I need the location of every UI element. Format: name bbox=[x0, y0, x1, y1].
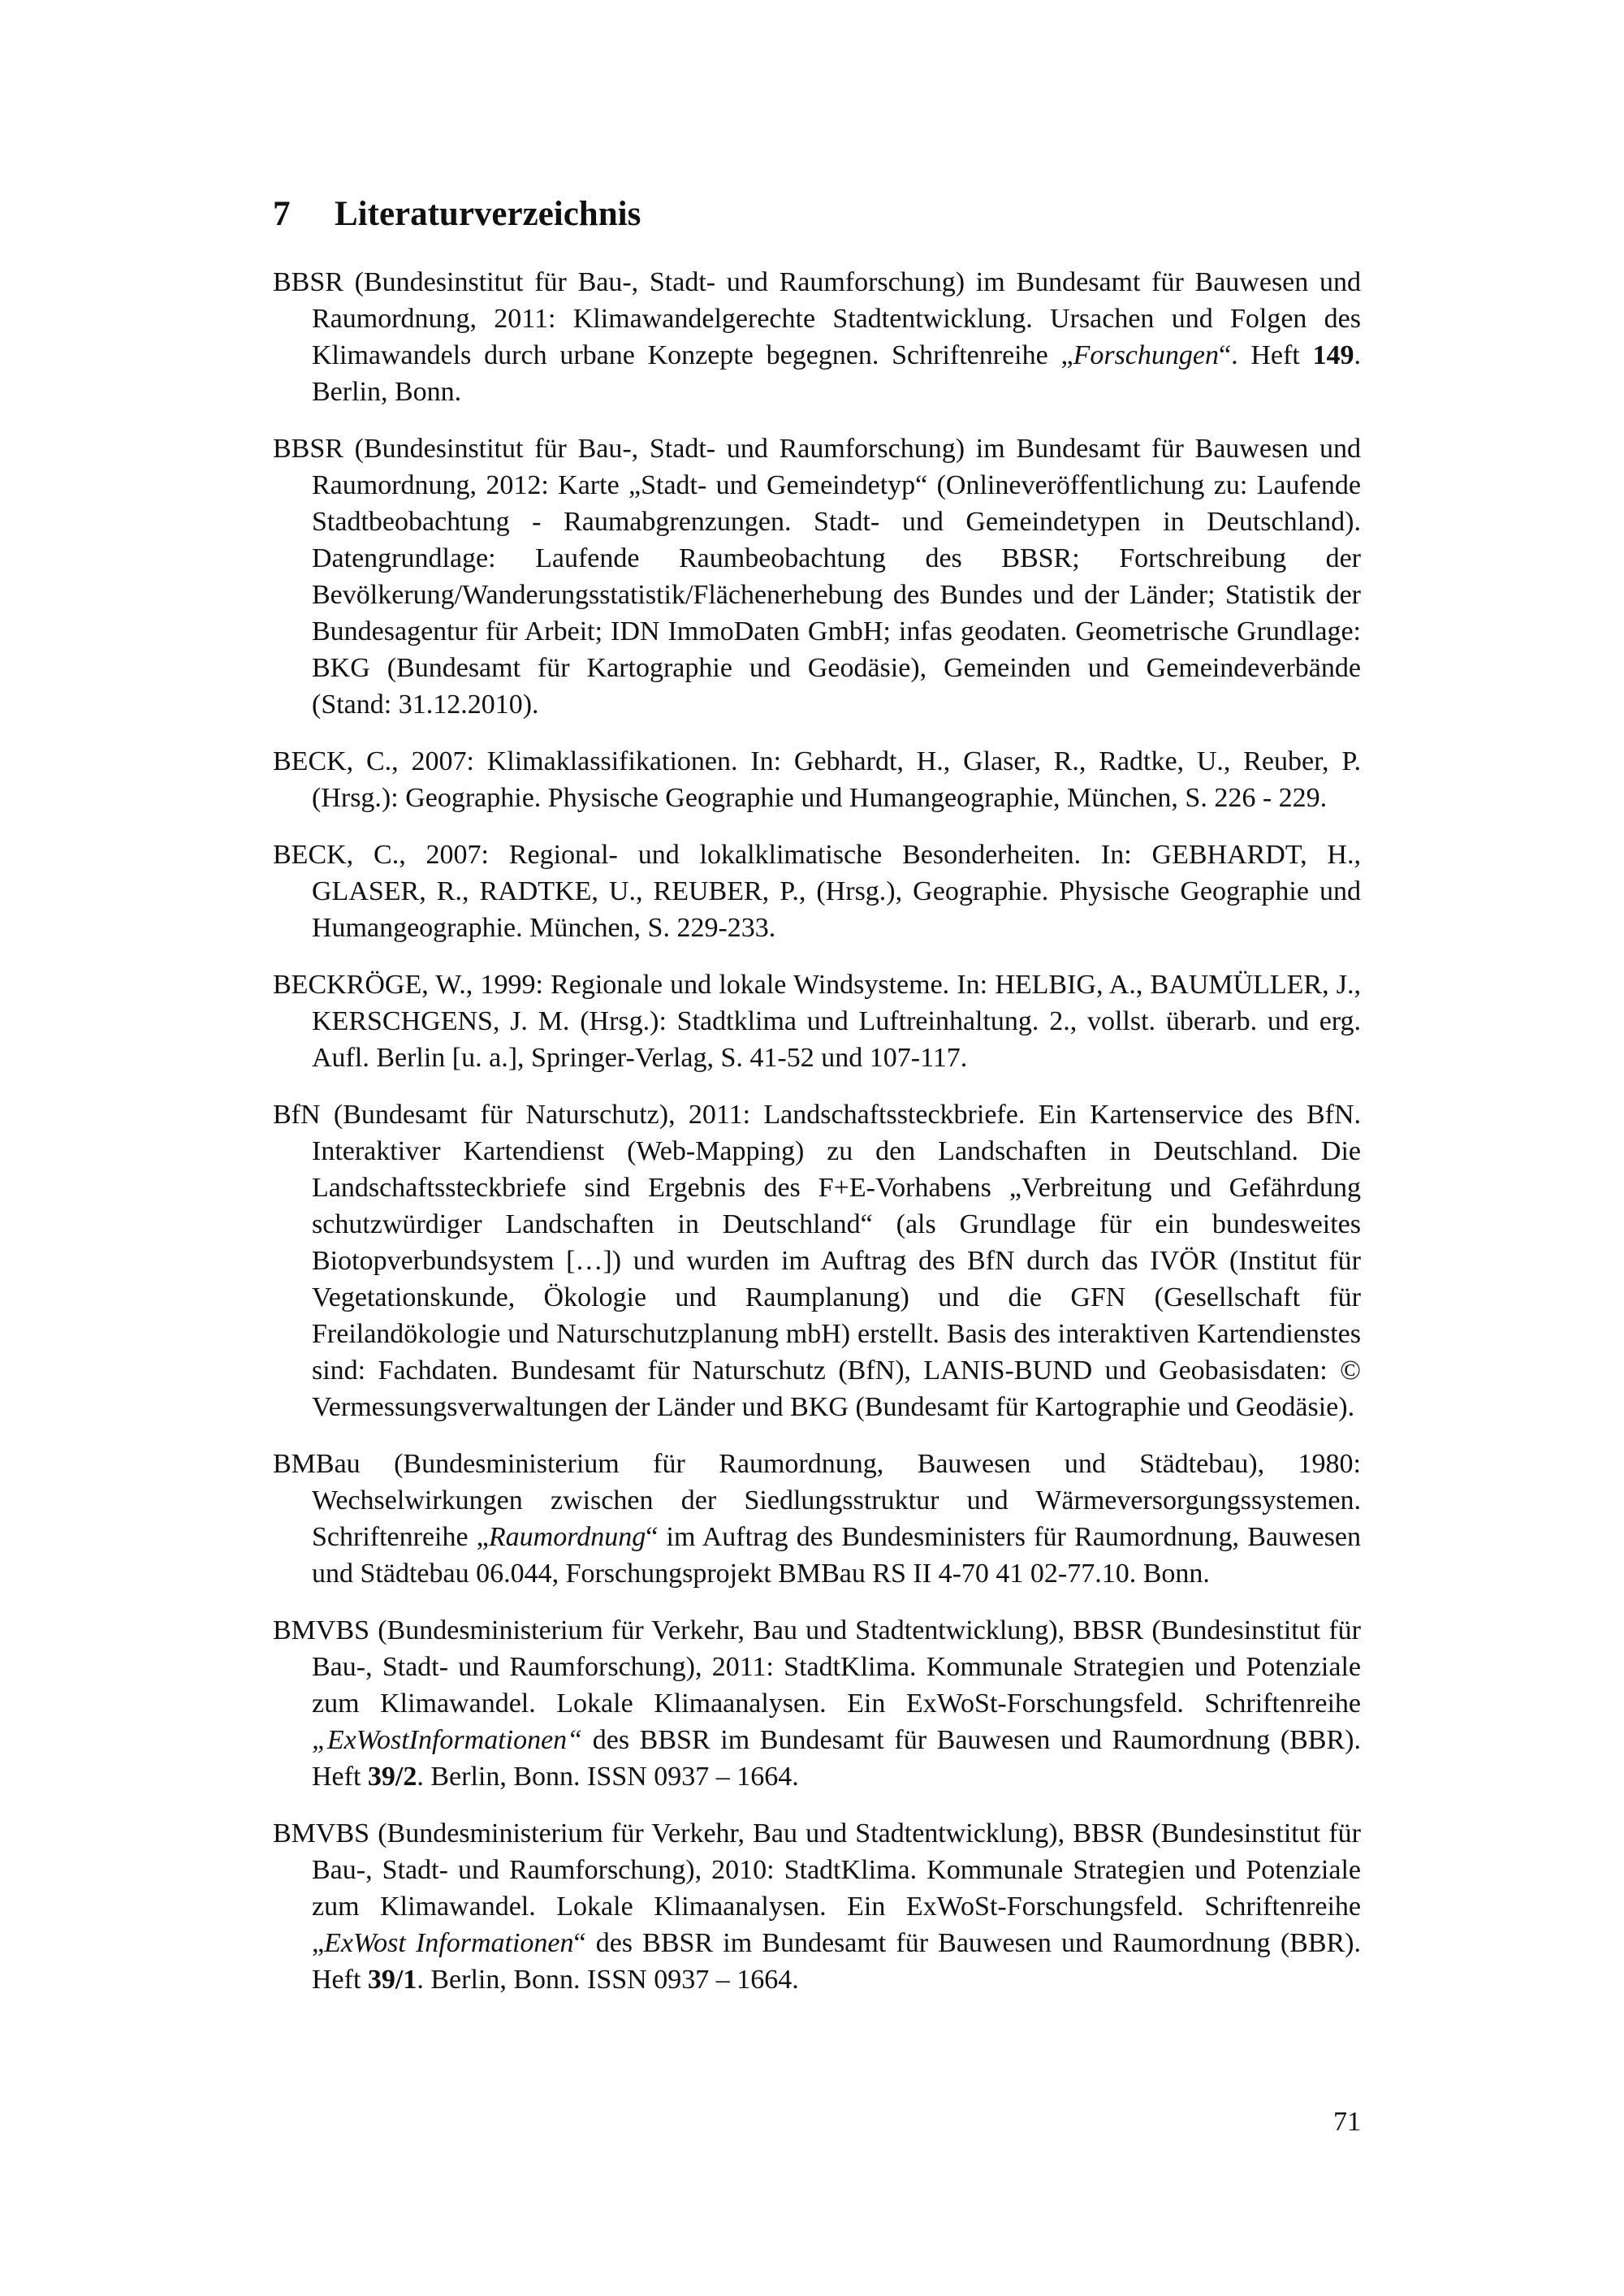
reference-text: BECK, C., 2007: Regional- und lokalklimatische Besonderheiten. In: GEBHARDT, H., GLASER, R., RADTKE, U., REUBER, P., (Hrsg.), Geographie. Physische Geographie und Humangeographie. München, S. 229-233. bbox=[273, 840, 1361, 943]
reference-text: “ des BBSR im Bundesamt für Bauwesen und Raumordnung (BBR). Heft bbox=[312, 1928, 1361, 1995]
series-title: Raumordnung bbox=[488, 1522, 646, 1552]
reference-entry bbox=[273, 264, 1361, 410]
page-number: 71 bbox=[1333, 2107, 1361, 2137]
reference-list bbox=[273, 264, 1361, 2018]
series-title: ExWost Informationen bbox=[324, 1928, 574, 1958]
reference-entry bbox=[273, 966, 1361, 1076]
reference-text: BMVBS (Bundesministerium für Verkehr, Bau und Stadtentwicklung), BBSR (Bundesinstitut für Bau-, Stadt- und Raumforschung), 2011: StadtKlima. Kommunale Strategien und Potenziale zum Klimawandel. Lokale Klimaanalysen. Ein ExWoSt-Forschungsfeld. Schriftenreihe bbox=[273, 1615, 1361, 1719]
series-title: Forschungen bbox=[1073, 340, 1219, 370]
reference-text: “. Heft bbox=[1218, 340, 1313, 370]
reference-entry bbox=[273, 837, 1361, 946]
reference-text: . Berlin, Bonn. bbox=[312, 340, 1361, 407]
reference-text: “ im Auftrag des Bundesministers für Raumordnung, Bauwesen und Städtebau 06.044, Forschungsprojekt BMBau RS II 4-70 41 02-77.10. Bonn. bbox=[312, 1522, 1362, 1589]
section-number: 7 bbox=[273, 195, 291, 233]
reference-entry bbox=[273, 1096, 1361, 1425]
reference-text: . Berlin, Bonn. ISSN 0937 – 1664. bbox=[417, 1965, 799, 1995]
issue-number: 149 bbox=[1312, 340, 1354, 370]
reference-text: BMBau (Bundesministerium für Raumordnung, Bauwesen und Städtebau), 1980: Wechselwirkungen zwischen der Siedlungsstruktur und Wärmeversorgungssystemen. Schriftenreihe „ bbox=[273, 1449, 1361, 1552]
reference-text: BfN (Bundesamt für Naturschutz), 2011: Landschaftssteckbriefe. Ein Kartenservice des BfN. Interaktiver Kartendienst (Web-Mapping) zu den Landschaften in Deutschland. Die Landschaftssteckbriefe sind Ergebnis des F+E-Vorhabens „Verbreitung und Gefährdung schutzwürdiger Landschaften in Deutschland“ (als Grundlage für ein bundesweites Biotopverbundsystem […]) und wurden im Auftrag des BfN durch das IVÖR (Institut für Vegetationskunde, Ökologie und Raumplanung) und die GFN (Gesellschaft für Freilandökologie und Naturschutzplanung mbH) erstellt. Basis des interaktiven Kartendienstes sind: Fachdaten. Bundesamt für Naturschutz (BfN), LANIS-BUND und Geobasisdaten: © Vermessungsverwaltungen der Länder und BKG (Bundesamt für Kartographie und Geodäsie). bbox=[273, 1100, 1361, 1422]
reference-text: BBSR (Bundesinstitut für Bau-, Stadt- und Raumforschung) im Bundesamt für Bauwesen und Raumordnung, 2011: Klimawandelgerechte Stadtentwicklung. Ursachen und Folgen des Klimawandels durch urbane Konzepte begegnen. Schriftenreihe „ bbox=[273, 267, 1361, 370]
reference-entry bbox=[273, 1446, 1361, 1592]
reference-text: BECK, C., 2007: Klimaklassifikationen. In: Gebhardt, H., Glaser, R., Radtke, U., Reuber, P. (Hrsg.): Geographie. Physische Geographie und Humangeographie, München, S. 226 - 229. bbox=[273, 746, 1361, 813]
series-title: „ExWostInformationen“ bbox=[312, 1725, 583, 1755]
reference-text: BBSR (Bundesinstitut für Bau-, Stadt- und Raumforschung) im Bundesamt für Bauwesen und Raumordnung, 2012: Karte „Stadt- und Gemeindetyp“ (Onlineveröffentlichung zu: Laufende Stadtbeobachtung - Raumabgrenzungen. Stadt- und Gemeindetypen in Deutschland). Datengrundlage: Laufende Raumbeobachtung des BBSR; Fortschreibung der Bevölkerung/Wanderungsstatistik/Flächenerhebung des Bundes und der Länder; Statistik der Bundesagentur für Arbeit; IDN ImmoDaten GmbH; infas geodaten. Geometrische Grundlage: BKG (Bundesamt für Kartographie und Geodäsie), Gemeinden und Gemeindeverbände (Stand: 31.12.2010). bbox=[273, 434, 1361, 720]
section-title: Literaturverzeichnis bbox=[335, 195, 641, 233]
reference-text: BMVBS (Bundesministerium für Verkehr, Bau und Stadtentwicklung), BBSR (Bundesinstitut für Bau-, Stadt- und Raumforschung), 2010: StadtKlima. Kommunale Strategien und Potenziale zum Klimawandel. Lokale Klimaanalysen. Ein ExWoSt-Forschungsfeld. Schriftenreihe „ bbox=[273, 1818, 1361, 1958]
issue-number: 39/2 bbox=[367, 1762, 417, 1792]
reference-entry bbox=[273, 743, 1361, 816]
reference-text: BECKRÖGE, W., 1999: Regionale und lokale Windsysteme. In: HELBIG, A., BAUMÜLLER, J., KERSCHGENS, J. M. (Hrsg.): Stadtklima und Luftreinhaltung. 2., vollst. überarb. und erg. Aufl. Berlin [u. a.], Springer-Verlag, S. 41-52 und 107-117. bbox=[273, 970, 1361, 1073]
reference-entry bbox=[273, 1612, 1361, 1795]
reference-text: des BBSR im Bundesamt für Bauwesen und Raumordnung (BBR). Heft bbox=[312, 1725, 1361, 1792]
issue-number: 39/1 bbox=[367, 1965, 417, 1995]
reference-entry bbox=[273, 1815, 1361, 1998]
reference-text: . Berlin, Bonn. ISSN 0937 – 1664. bbox=[417, 1762, 799, 1792]
section-heading bbox=[273, 192, 641, 237]
reference-entry bbox=[273, 430, 1361, 723]
